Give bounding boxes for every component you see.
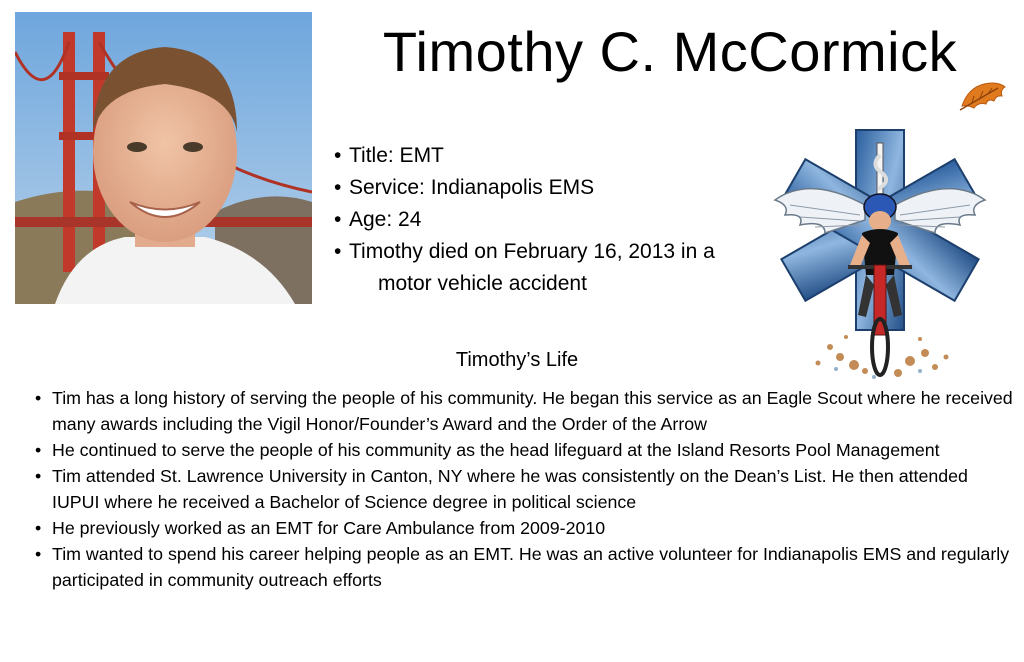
list-item: • Tim has a long history of serving the people of his community. He began this service as an Eagle Scout where he received many awards including the Vigil Honor/Founder’s Award and the Order of the Arrow [33, 385, 1013, 437]
fact-death [334, 236, 774, 300]
autumn-leaf-icon [958, 78, 1008, 114]
fact-death-line2: motor vehicle accident [378, 272, 587, 295]
list-item: • He previously worked as an EMT for Care Ambulance from 2009-2010 [33, 515, 1013, 541]
list-item: • Tim attended St. Lawrence University in Canton, NY where he was consistently on the Dean’s List. He then attended IUPUI where he received a Bachelor of Science degree in political science [33, 463, 1013, 515]
life-list [33, 385, 1013, 593]
list-item: • Tim wanted to spend his career helping people as an EMT. He was an active volunteer for Indianapolis EMS and regularly participated in community outreach efforts [33, 541, 1013, 593]
fact-service: • Service: Indianapolis EMS [334, 172, 774, 204]
portrait-photo [15, 12, 312, 304]
page-title: Timothy C. McCormick [382, 20, 958, 83]
fact-age: • Age: 24 [334, 204, 774, 236]
fact-death-line1: Timothy died on February 16, 2013 in a [349, 240, 715, 263]
star-of-life-cyclist-emblem [770, 125, 990, 380]
section-heading: Timothy’s Life [455, 349, 579, 371]
list-item: • He continued to serve the people of his community as the head lifeguard at the Island Resorts Pool Management [33, 437, 1013, 463]
facts-list [334, 140, 774, 300]
fact-title: • Title: EMT [334, 140, 774, 172]
